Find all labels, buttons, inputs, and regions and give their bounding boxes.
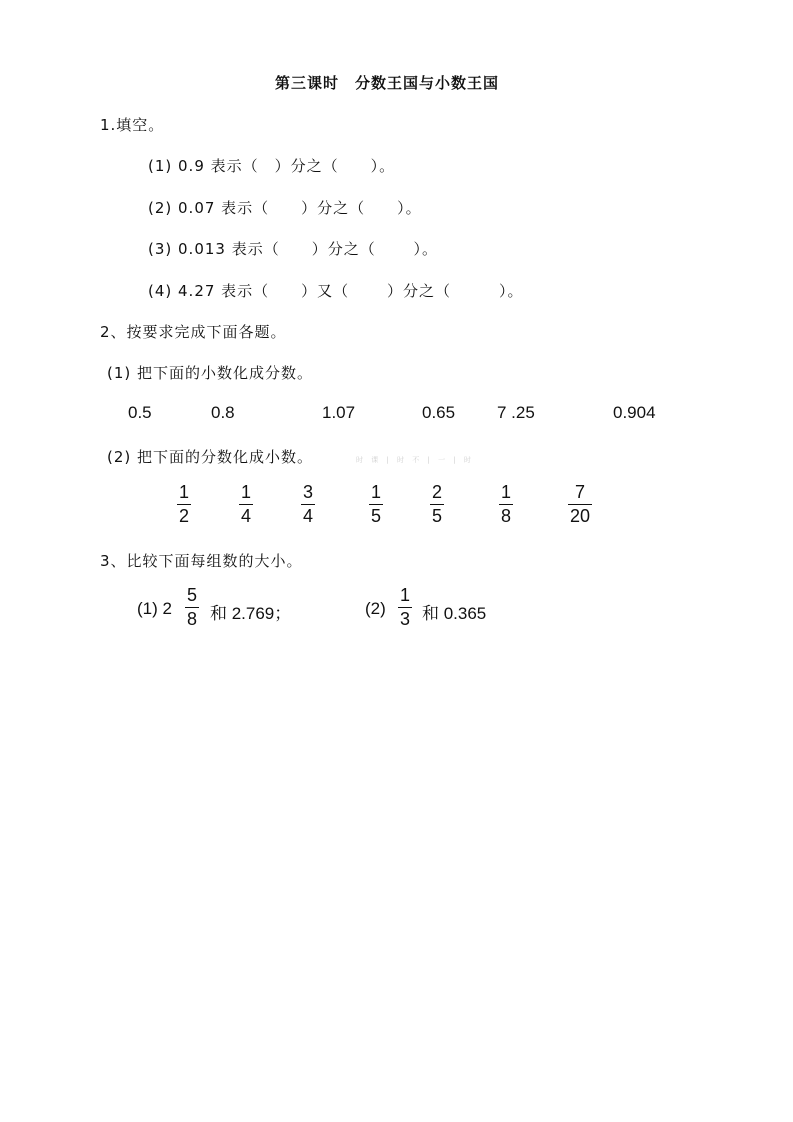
fraction-bar — [430, 504, 444, 505]
page-title: 第三课时 分数王国与小数王国 — [275, 74, 500, 92]
fraction-bar — [301, 504, 315, 505]
q1-heading: 1.填空。 — [100, 116, 165, 134]
fraction-numerator: 5 — [187, 585, 198, 605]
fraction-numerator: 1 — [400, 585, 411, 605]
fraction-item — [301, 482, 315, 527]
fraction-denominator: 4 — [241, 506, 252, 527]
fraction-item — [499, 482, 513, 527]
fraction-numerator: 1 — [241, 482, 252, 502]
fraction-item — [177, 482, 191, 527]
decimal-item: 7 .25 — [497, 403, 535, 422]
decimal-item: 0.8 — [211, 403, 235, 422]
fraction-item — [369, 482, 383, 527]
decimal-item: 1.07 — [322, 403, 356, 422]
q2-heading: 2、按要求完成下面各题。 — [100, 323, 287, 341]
fraction-bar — [499, 504, 513, 505]
fraction-bar — [369, 504, 383, 505]
q3-item1-rest: 和 2.769； — [210, 604, 292, 623]
fraction-denominator: 8 — [187, 609, 198, 630]
fraction-item — [430, 482, 444, 527]
fraction-bar — [398, 607, 412, 608]
fraction-numerator: 1 — [371, 482, 382, 502]
fraction-denominator: 3 — [400, 609, 411, 630]
q3-item2-fraction — [398, 585, 412, 630]
fraction-numerator: 3 — [303, 482, 314, 502]
fraction-denominator: 5 — [371, 506, 382, 527]
q3-item2-label: (2) — [365, 599, 386, 618]
fraction-denominator: 5 — [432, 506, 443, 527]
q2-sub2: (2) 把下面的分数化成小数。 — [107, 448, 314, 466]
fraction-item — [239, 482, 253, 527]
q1-item-4: (4) 4.27 表示（ ）又（ ）分之（ ）。 — [148, 282, 524, 300]
q1-item-1: (1) 0.9 表示（ ）分之（ ）。 — [148, 157, 396, 175]
fraction-denominator: 2 — [179, 506, 190, 527]
watermark: 时 课 | 时 不 | 一 | 时 — [356, 456, 474, 464]
fraction-bar — [568, 504, 592, 505]
fraction-numerator: 1 — [501, 482, 512, 502]
q2-sub1: (1) 把下面的小数化成分数。 — [107, 364, 314, 382]
fraction-bar — [177, 504, 191, 505]
q3-item1-fraction — [185, 585, 199, 630]
q3-item2-rest: 和 0.365 — [422, 604, 487, 623]
fraction-numerator: 2 — [432, 482, 443, 502]
fraction-denominator: 8 — [501, 506, 512, 527]
fraction-item — [568, 482, 592, 527]
q1-item-2: (2) 0.07 表示（ ）分之（ ）。 — [148, 199, 422, 217]
decimal-item: 0.65 — [422, 403, 456, 422]
fraction-denominator: 20 — [570, 506, 591, 527]
q3-item1-label: (1) 2 — [137, 599, 172, 618]
fraction-numerator: 7 — [575, 482, 586, 502]
q3-heading: 3、比较下面每组数的大小。 — [100, 552, 303, 570]
fraction-denominator: 4 — [303, 506, 314, 527]
fraction-numerator: 1 — [179, 482, 190, 502]
q1-item-3: (3) 0.013 表示（ ）分之（ ）。 — [148, 240, 438, 258]
decimal-item: 0.904 — [613, 403, 656, 422]
decimal-item: 0.5 — [128, 403, 152, 422]
fraction-bar — [239, 504, 253, 505]
fraction-bar — [185, 607, 199, 608]
